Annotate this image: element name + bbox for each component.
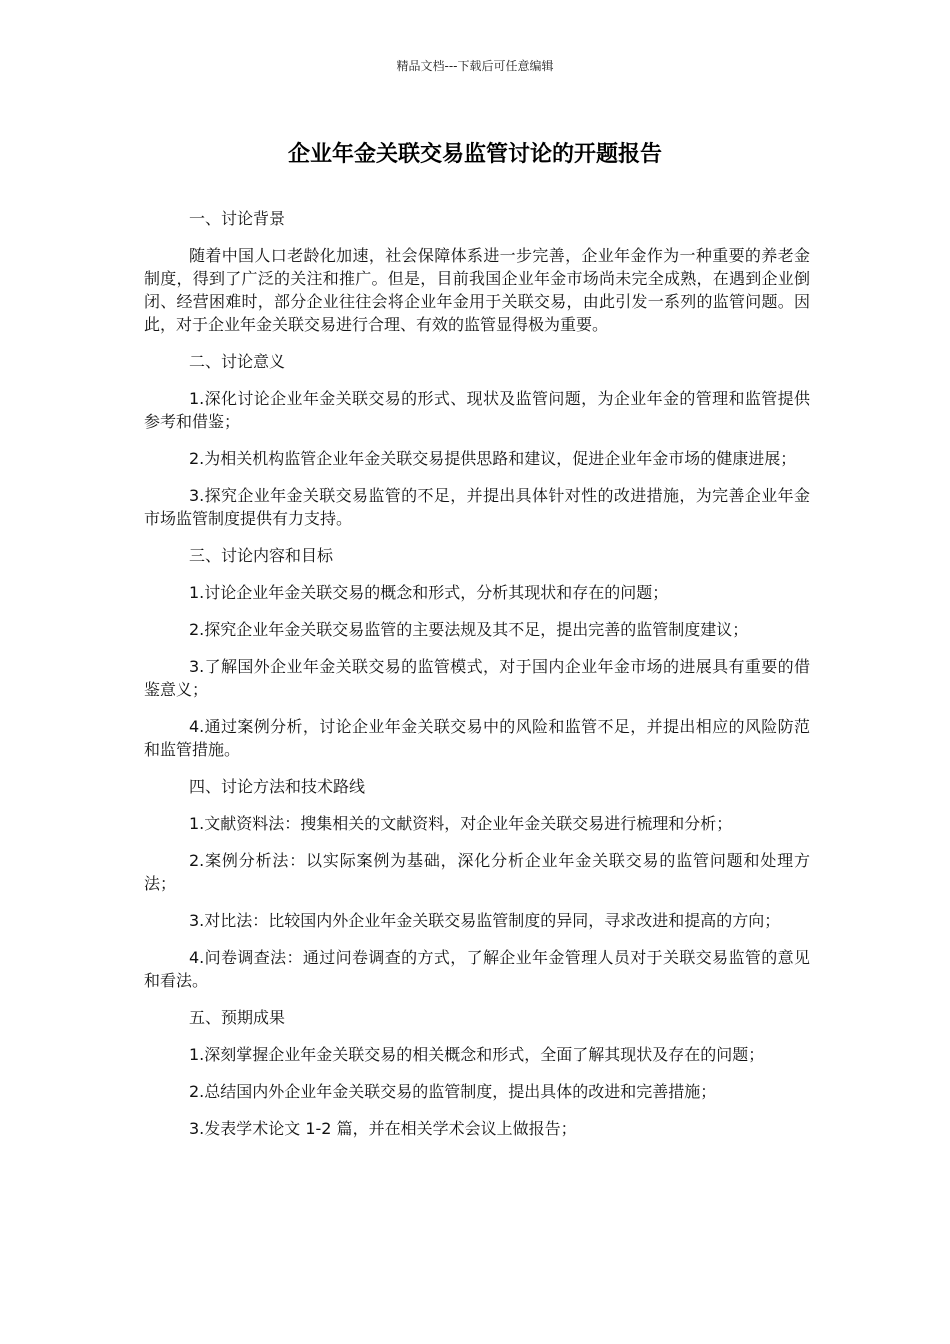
result-item-1: 1.深刻掌握企业年金关联交易的相关概念和形式，全面了解其现状及存在的问题； xyxy=(189,1045,765,1064)
significance-item-2: 2.为相关机构监管企业年金关联交易提供思路和建议，促进企业年金市场的健康进展； xyxy=(189,449,797,468)
content-goal-item-1: 1.讨论企业年金关联交易的概念和形式，分析其现状和存在的问题； xyxy=(189,583,669,602)
method-item-4: 4.问卷调查法：通过问卷调查的方式，了解企业年金管理人员对于关联交易监管的意见和看法。 xyxy=(144,948,810,990)
content-goal-item-4: 4.通过案例分析，讨论企业年金关联交易中的风险和监管不足，并提出相应的风险防范和监管措施。 xyxy=(144,717,810,759)
result-item-3: 3.发表学术论文 1-2 篇，并在相关学术会议上做报告； xyxy=(189,1119,577,1138)
background-paragraph: 随着中国人口老龄化加速，社会保障体系进一步完善，企业年金作为一种重要的养老金制度，得到了广泛的关注和推广。但是，目前我国企业年金市场尚未完全成熟，在遇到企业倒闭、经营困难时，部分企业往往会将企业年金用于关联交易，由此引发一系列的监管问题。因此，对于企业年金关联交易进行合理、有效的监管显得极为重要。 xyxy=(144,246,810,334)
document-title: 企业年金关联交易监管讨论的开题报告 xyxy=(287,142,662,167)
section-heading-significance: 二、讨论意义 xyxy=(189,352,286,371)
significance-item-1: 1.深化讨论企业年金关联交易的形式、现状及监管问题，为企业年金的管理和监管提供参考和借鉴； xyxy=(144,389,810,431)
section-heading-background: 一、讨论背景 xyxy=(189,209,286,228)
section-heading-methods: 四、讨论方法和技术路线 xyxy=(189,777,366,796)
section-heading-content-goals: 三、讨论内容和目标 xyxy=(189,546,334,565)
method-item-2: 2.案例分析法：以实际案例为基础，深化分析企业年金关联交易的监管问题和处理方法； xyxy=(144,851,810,893)
section-heading-results: 五、预期成果 xyxy=(189,1008,286,1027)
significance-item-3: 3.探究企业年金关联交易监管的不足，并提出具体针对性的改进措施，为完善企业年金市场监管制度提供有力支持。 xyxy=(144,486,810,528)
header-note: 精品文档---下载后可任意编辑 xyxy=(396,59,554,73)
method-item-1: 1.文献资料法：搜集相关的文献资料，对企业年金关联交易进行梳理和分析； xyxy=(189,814,733,833)
content-goal-item-3: 3.了解国外企业年金关联交易的监管模式，对于国内企业年金市场的进展具有重要的借鉴意义； xyxy=(144,657,810,699)
document-body xyxy=(144,207,810,1154)
method-item-3: 3.对比法：比较国内外企业年金关联交易监管制度的异同，寻求改进和提高的方向； xyxy=(189,911,781,930)
content-goal-item-2: 2.探究企业年金关联交易监管的主要法规及其不足，提出完善的监管制度建议； xyxy=(189,620,749,639)
result-item-2: 2.总结国内外企业年金关联交易的监管制度，提出具体的改进和完善措施； xyxy=(189,1082,717,1101)
